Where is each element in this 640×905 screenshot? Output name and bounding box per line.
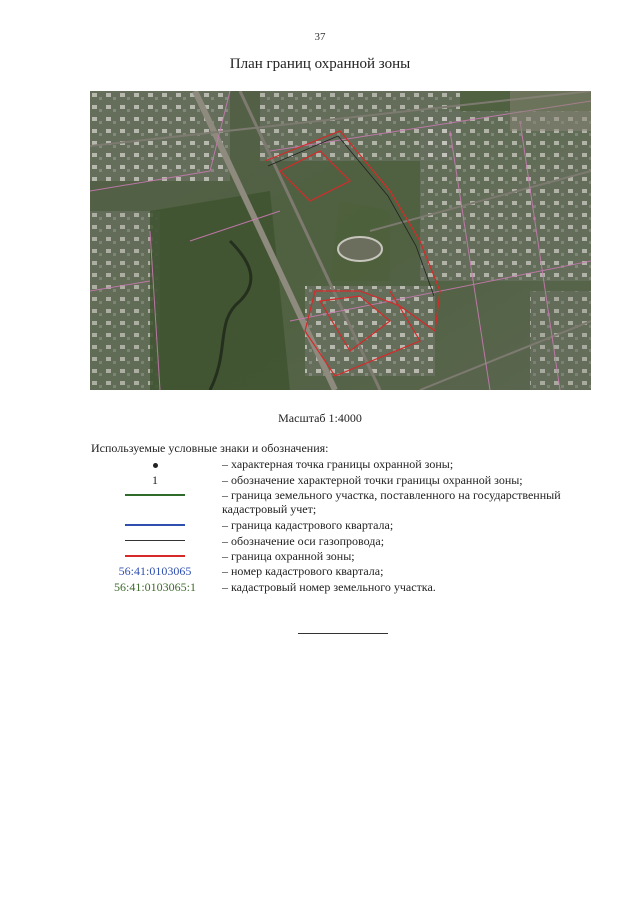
legend-desc: – граница земельного участка, поставленного на государственный кадастровый учет; [222, 488, 561, 516]
legend-symbol-text: 1 [152, 473, 158, 487]
legend-desc: – характерная точка границы охранной зоны; [222, 457, 454, 471]
legend-symbol-text: 56:41:0103065 [118, 564, 192, 578]
blue-line-icon [95, 518, 215, 532]
page-title: План границ охранной зоны [229, 56, 411, 72]
legend-desc: – обозначение оси газопровода; [222, 534, 385, 548]
point-marker-icon [95, 457, 215, 471]
map-scale: Масштаб 1:4000 [278, 411, 362, 425]
signature-line [298, 633, 388, 634]
legend-desc: – обозначение характерной точки границы охранной зоны; [222, 473, 523, 487]
green-line-icon [95, 488, 215, 502]
legend-desc: – кадастровый номер земельного участка. [222, 580, 436, 594]
legend-symbol-text: 56:41:0103065:1 [113, 580, 196, 594]
legend-desc: – номер кадастрового квартала; [222, 564, 384, 578]
legend-desc: – граница охранной зоны; [222, 549, 355, 563]
legend-desc: – граница кадастрового квартала; [222, 518, 394, 532]
black-line-icon [95, 534, 215, 548]
map-image [90, 91, 591, 390]
red-line-icon [95, 549, 215, 563]
legend-heading: Используемые условные знаки и обозначения: [91, 441, 329, 455]
satellite-map [90, 91, 591, 390]
page-number: 37 [314, 31, 326, 43]
